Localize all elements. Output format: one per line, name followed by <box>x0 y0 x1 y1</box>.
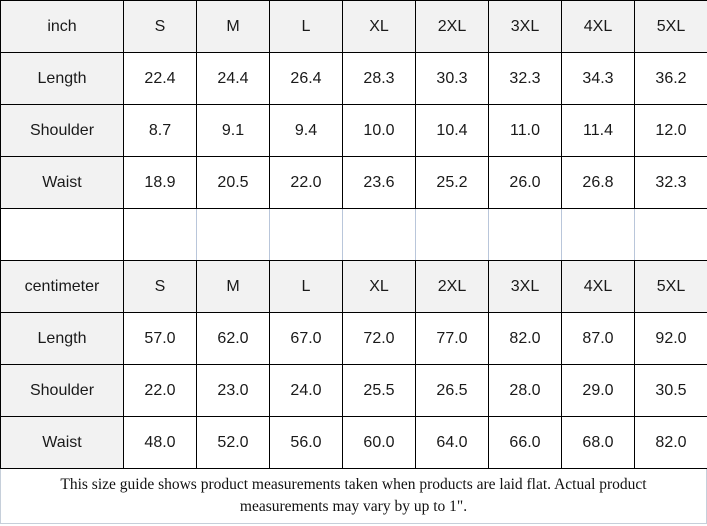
value-cell: 9.4 <box>270 105 343 157</box>
value-cell: 52.0 <box>197 417 270 469</box>
size-col-header: M <box>197 1 270 53</box>
value-cell: 30.3 <box>416 53 489 105</box>
unit-cell-centimeter: centimeter <box>1 261 124 313</box>
value-cell: 26.4 <box>270 53 343 105</box>
value-cell: 66.0 <box>489 417 562 469</box>
header-row-centimeter <box>1 261 707 313</box>
size-col-header: S <box>124 1 197 53</box>
size-col-header: XL <box>343 1 416 53</box>
value-cell: 87.0 <box>562 313 635 365</box>
value-cell: 24.0 <box>270 365 343 417</box>
value-cell: 92.0 <box>635 313 707 365</box>
spacer-cell <box>635 209 707 261</box>
spacer-cell <box>343 209 416 261</box>
spacer-cell <box>124 209 197 261</box>
value-cell: 12.0 <box>635 105 707 157</box>
spacer-cell <box>270 209 343 261</box>
row-length-inch <box>1 53 707 105</box>
size-col-header: 4XL <box>562 1 635 53</box>
value-cell: 22.4 <box>124 53 197 105</box>
size-col-header: 3XL <box>489 261 562 313</box>
size-col-header: L <box>270 261 343 313</box>
value-cell: 22.0 <box>270 157 343 209</box>
value-cell: 57.0 <box>124 313 197 365</box>
measure-label: Waist <box>1 157 124 209</box>
spacer-row <box>1 209 707 261</box>
measure-label: Waist <box>1 417 124 469</box>
spacer-cell <box>416 209 489 261</box>
value-cell: 30.5 <box>635 365 707 417</box>
value-cell: 32.3 <box>635 157 707 209</box>
value-cell: 18.9 <box>124 157 197 209</box>
value-cell: 68.0 <box>562 417 635 469</box>
size-col-header: 5XL <box>635 261 707 313</box>
size-col-header: 5XL <box>635 1 707 53</box>
measure-label: Length <box>1 313 124 365</box>
value-cell: 56.0 <box>270 417 343 469</box>
value-cell: 28.0 <box>489 365 562 417</box>
value-cell: 60.0 <box>343 417 416 469</box>
row-shoulder-inch <box>1 105 707 157</box>
value-cell: 48.0 <box>124 417 197 469</box>
value-cell: 29.0 <box>562 365 635 417</box>
row-length-cm <box>1 313 707 365</box>
value-cell: 36.2 <box>635 53 707 105</box>
value-cell: 77.0 <box>416 313 489 365</box>
header-row-inch <box>1 1 707 53</box>
value-cell: 28.3 <box>343 53 416 105</box>
value-cell: 20.5 <box>197 157 270 209</box>
value-cell: 62.0 <box>197 313 270 365</box>
size-col-header: L <box>270 1 343 53</box>
footer-note: This size guide shows product measurements taken when products are laid flat. Actual product measurements may vary by up to 1". <box>60 476 647 515</box>
value-cell: 64.0 <box>416 417 489 469</box>
measure-label: Shoulder <box>1 365 124 417</box>
value-cell: 10.0 <box>343 105 416 157</box>
value-cell: 32.3 <box>489 53 562 105</box>
size-col-header: 2XL <box>416 261 489 313</box>
value-cell: 72.0 <box>343 313 416 365</box>
value-cell: 26.5 <box>416 365 489 417</box>
value-cell: 82.0 <box>635 417 707 469</box>
measure-label: Length <box>1 53 124 105</box>
value-cell: 23.6 <box>343 157 416 209</box>
value-cell: 22.0 <box>124 365 197 417</box>
value-cell: 11.4 <box>562 105 635 157</box>
size-col-header: M <box>197 261 270 313</box>
value-cell: 10.4 <box>416 105 489 157</box>
measure-label: Shoulder <box>1 105 124 157</box>
unit-cell-inch: inch <box>1 1 124 53</box>
value-cell: 82.0 <box>489 313 562 365</box>
value-cell: 11.0 <box>489 105 562 157</box>
row-shoulder-cm <box>1 365 707 417</box>
size-col-header: S <box>124 261 197 313</box>
value-cell: 23.0 <box>197 365 270 417</box>
value-cell: 26.0 <box>489 157 562 209</box>
value-cell: 9.1 <box>197 105 270 157</box>
spacer-cell <box>1 209 124 261</box>
value-cell: 34.3 <box>562 53 635 105</box>
value-cell: 26.8 <box>562 157 635 209</box>
footer-note-box <box>0 469 707 524</box>
value-cell: 25.5 <box>343 365 416 417</box>
size-col-header: 4XL <box>562 261 635 313</box>
value-cell: 8.7 <box>124 105 197 157</box>
value-cell: 24.4 <box>197 53 270 105</box>
spacer-cell <box>489 209 562 261</box>
size-col-header: 2XL <box>416 1 489 53</box>
spacer-cell <box>197 209 270 261</box>
row-waist-inch <box>1 157 707 209</box>
row-waist-cm <box>1 417 707 469</box>
spacer-cell <box>562 209 635 261</box>
value-cell: 67.0 <box>270 313 343 365</box>
size-col-header: XL <box>343 261 416 313</box>
size-col-header: 3XL <box>489 1 562 53</box>
value-cell: 25.2 <box>416 157 489 209</box>
